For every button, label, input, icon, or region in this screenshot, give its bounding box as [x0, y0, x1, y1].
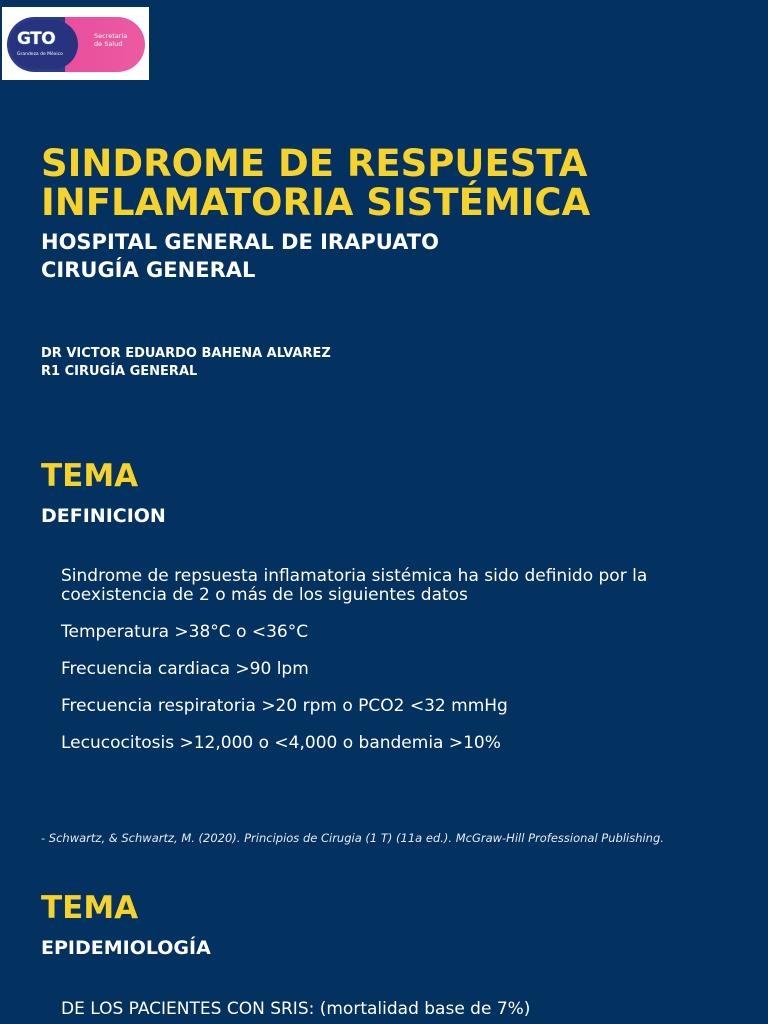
- page-subtitle: [41, 228, 439, 284]
- logo-badge: [7, 17, 145, 72]
- page-title: [41, 144, 590, 222]
- epidemiology-text: DE LOS PACIENTES CON SRIS: (mortalidad base de 7%): [61, 999, 531, 1019]
- logo: [2, 7, 149, 80]
- author-block: [41, 345, 331, 381]
- subtitle-department: CIRUGÍA GENERAL: [41, 258, 256, 282]
- section-tema-definicion: TEMA: [41, 458, 139, 494]
- section-tema-epidemiologia: TEMA: [41, 890, 139, 926]
- author-name: DR VICTOR EDUARDO BAHENA ALVAREZ: [41, 346, 331, 361]
- logo-department-line1: Secretaría: [94, 32, 128, 40]
- list-item: Frecuencia cardiaca >90 lpm: [61, 659, 309, 679]
- page-title-line2: INFLAMATORIA SISTÉMICA: [41, 181, 591, 224]
- author-role: R1 CIRUGÍA GENERAL: [41, 364, 198, 379]
- subtitle-hospital: HOSPITAL GENERAL DE IRAPUATO: [41, 230, 439, 254]
- citation: - Schwartz, & Schwartz, M. (2020). Principios de Cirugia (1 T) (11a ed.). McGraw-Hill Professional Publishing.: [41, 831, 664, 845]
- list-item: Temperatura >38°C o <36°C: [61, 622, 309, 642]
- definition-list: [61, 567, 741, 771]
- logo-department-line2: de Salud: [94, 40, 123, 48]
- section-heading-definicion: DEFINICION: [41, 505, 166, 527]
- logo-department: [94, 32, 144, 48]
- list-item: Frecuencia respiratoria >20 rpm o PCO2 <32 mmHg: [61, 696, 508, 716]
- section-heading-epidemiologia: EPIDEMIOLOGÍA: [41, 937, 211, 959]
- list-item: Lecucocitosis >12,000 o <4,000 o bandemia >10%: [61, 733, 501, 753]
- list-item: Sindrome de repsuesta inflamatoria sistémica ha sido definido por la coexistencia de 2 o más de los siguientes datos: [61, 566, 648, 605]
- page-title-line1: SINDROME DE RESPUESTA: [41, 142, 588, 185]
- logo-brand: GTO: [17, 29, 56, 49]
- logo-tagline: Grandeza de México: [17, 52, 63, 57]
